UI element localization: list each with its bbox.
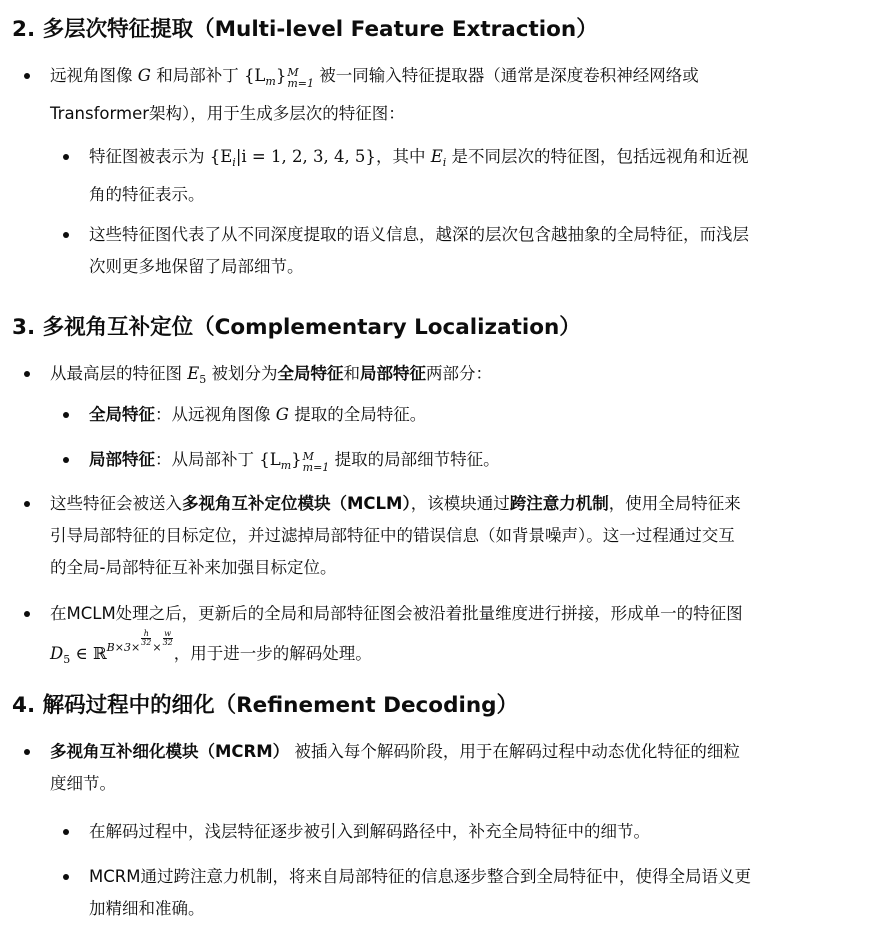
list-item (50, 736, 866, 800)
bold-term: 全局特征 (89, 405, 155, 424)
math-symbol: {L (243, 66, 266, 85)
list-item (89, 399, 865, 431)
bullet-icon (63, 457, 69, 463)
bold-term: 多视角互补细化模块（MCRM） (50, 742, 290, 761)
math-symbol: |i = 1, 2, 3, 4, 5} (235, 147, 376, 166)
bold-term: 跨注意力机制 (509, 494, 609, 513)
math-subscript: m (280, 459, 292, 472)
text-line: MCRM通过跨注意力机制，将来自局部特征的信息逐步整合到全局特征中，使得全局语义更 (89, 867, 751, 886)
text-run: 远视角图像 (50, 66, 133, 85)
math-feature-set (209, 147, 376, 169)
math-subscript: m=1 (302, 461, 330, 474)
bullet-icon (63, 829, 69, 835)
math-superscript: M (287, 66, 299, 79)
math-symbol: D (50, 644, 64, 663)
text-line: 次则更多地保留了局部细节。 (89, 257, 304, 276)
math-Ei (430, 147, 447, 169)
text-line: 的全局-局部特征互补来加强目标定位。 (50, 558, 337, 577)
text-run: ：从局部补丁 (155, 450, 254, 469)
text-line: 引导局部特征的目标定位，并过滤掉局部特征中的错误信息（如背景噪声）。这一过程通过交互 (50, 526, 735, 545)
math-symbol: × (152, 641, 162, 654)
bullet-icon (63, 874, 69, 880)
section-heading-multilevel: 2. 多层次特征提取（Multi-level Feature Extraction） (12, 17, 598, 42)
math-E5 (187, 364, 207, 386)
bullet-icon (24, 371, 30, 377)
math-subscript: m (265, 75, 276, 88)
list-item (50, 60, 866, 130)
text-line (89, 444, 865, 482)
bold-term: 局部特征 (360, 364, 427, 383)
bullet-icon (63, 232, 69, 238)
bullet-icon (24, 501, 30, 507)
text-line: 在解码过程中，浅层特征逐步被引入到解码路径中，补充全局特征中的细节。 (89, 822, 650, 841)
math-patch-set (243, 66, 314, 90)
math-symbol: {E (209, 147, 233, 166)
math-symbol: {L (259, 450, 281, 469)
math-symbol: E (430, 147, 443, 166)
text-run: 和局部补丁 (156, 66, 239, 85)
bullet-icon (63, 412, 69, 418)
math-D5 (50, 629, 174, 666)
text-run: 从最高层的特征图 (50, 364, 182, 383)
math-symbol: } (275, 66, 287, 85)
text-line: 这些特征图代表了从不同深度提取的语义信息，越深的层次包含越抽象的全局特征，而浅层 (89, 225, 749, 244)
math-fraction (141, 630, 151, 647)
text-run: ：从远视角图像 (155, 405, 271, 424)
text-line (50, 736, 866, 768)
text-line: 加精细和准确。 (89, 899, 205, 918)
list-item (89, 141, 865, 211)
text-run: ，使用全局特征来 (608, 494, 741, 513)
bold-term: 局部特征 (89, 450, 155, 469)
text-run: 提取的全局特征。 (294, 405, 427, 424)
math-subscript: i (442, 156, 447, 169)
text-line (50, 60, 866, 98)
fraction-denominator: 32 (162, 638, 173, 647)
bullet-icon (63, 154, 69, 160)
text-run: 这些特征会被送入 (50, 494, 182, 513)
text-line: 度细节。 (50, 774, 116, 793)
text-run: 被划分为 (211, 364, 278, 383)
text-line: Transformer架构），用于生成多层次的特征图： (50, 104, 405, 123)
list-item (89, 444, 865, 482)
math-symbol: G (137, 66, 151, 85)
section-heading-refinement: 4. 解码过程中的细化（Refinement Decoding） (12, 693, 519, 718)
math-subscript: 5 (63, 653, 71, 666)
math-patch-set (259, 450, 330, 474)
bullet-icon (24, 73, 30, 79)
text-run: 特征图被表示为 (89, 147, 205, 166)
math-subscript: 5 (199, 373, 207, 386)
math-symbol: ∈ ℝ (70, 644, 107, 663)
math-symbol: E (187, 364, 200, 383)
text-line (50, 488, 866, 520)
text-run: ，该模块通过 (410, 494, 510, 513)
math-symbol: G (275, 405, 289, 424)
list-item (50, 488, 866, 584)
fraction-numerator: h (141, 630, 151, 639)
text-line: 在MCLM处理之后，更新后的全局和局部特征图会被沿着批量维度进行拼接，形成单一的特征图 (50, 604, 743, 623)
list-item (89, 816, 865, 848)
text-run: 是不同层次的特征图，包括远视角和近视 (451, 147, 749, 166)
math-G (276, 405, 289, 424)
bullet-icon (24, 611, 30, 617)
text-run: 两部分： (426, 364, 493, 383)
text-run: ，其中 (375, 147, 426, 166)
math-superscript (106, 629, 174, 654)
math-G (138, 66, 151, 85)
math-symbol: } (291, 450, 302, 469)
bold-term: 全局特征 (277, 364, 344, 383)
fraction-numerator: w (164, 629, 172, 638)
text-line (89, 399, 865, 431)
text-run: 被一同输入特征提取器（通常是深度卷积神经网络或 (319, 66, 699, 85)
text-line: 角的特征表示。 (89, 185, 205, 204)
math-subscript: i (232, 156, 236, 169)
text-run: 和 (343, 364, 361, 383)
fraction-denominator: 32 (141, 638, 152, 647)
math-superscript-text: B×3× (106, 641, 141, 654)
text-line (50, 630, 866, 676)
math-superscript: M (302, 450, 314, 463)
list-item (89, 219, 865, 283)
list-item (50, 358, 866, 396)
math-subscript: m=1 (287, 77, 314, 90)
text-line (89, 141, 865, 179)
text-line (50, 358, 866, 396)
section-heading-localization: 3. 多视角互补定位（Complementary Localization） (12, 315, 581, 340)
text-run: 被插入每个解码阶段，用于在解码过程中动态优化特征的细粒 (294, 742, 740, 761)
bullet-icon (24, 749, 30, 755)
list-item (89, 861, 865, 925)
math-fraction (163, 630, 173, 647)
list-item (50, 598, 866, 676)
text-run: 提取的局部细节特征。 (334, 450, 500, 469)
text-run: ，用于进一步的解码处理。 (173, 644, 372, 663)
bold-term: 多视角互补定位模块（MCLM） (182, 494, 411, 513)
